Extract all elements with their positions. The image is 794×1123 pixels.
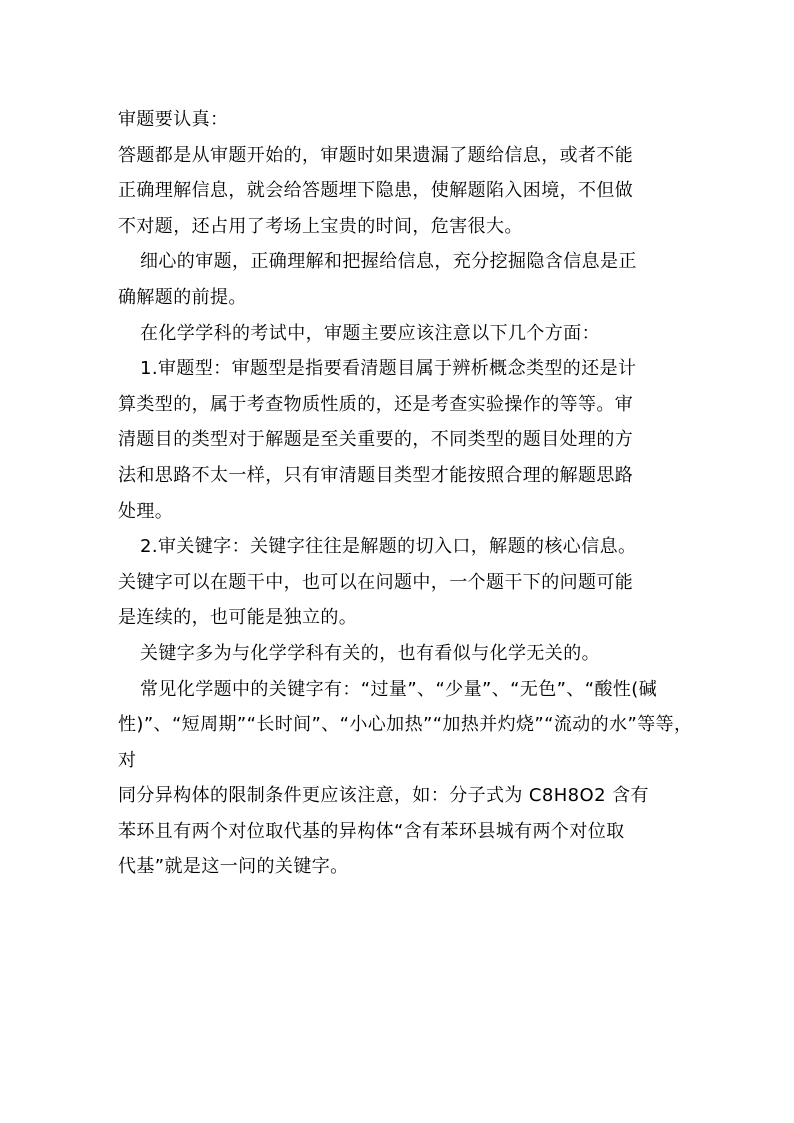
paragraph-line: 答题都是从审题开始的，审题时如果遗漏了题给信息，或者不能 [118,144,634,166]
paragraph-line: 处理。 [118,500,174,522]
paragraph-line: 关键字可以在题干中，也可以在问题中，一个题干下的问题可能 [118,571,634,593]
paragraph-line: 对 [118,749,137,771]
paragraph-line: 代基”就是这一问的关键字。 [118,856,349,878]
paragraph-line: 关键字多为与化学学科有关的，也有看似与化学无关的。 [140,642,600,664]
document-body [118,102,693,885]
paragraph-line: 1.审题型：审题型是指要看清题目属于辨析概念类型的还是计 [140,358,637,380]
paragraph-line: 正确理解信息，就会给答题埋下隐患，使解题陷入困境，不但做 [118,180,634,202]
paragraph-line: 性)”、“短周期”“长时间”、“小心加热”“加热并灼烧”“流动的水”等等， [118,714,693,736]
paragraph-line: 细心的审题，正确理解和把握给信息，充分挖掘隐含信息是正 [140,251,637,273]
paragraph-line: 清题目的类型对于解题是至关重要的，不同类型的题目处理的方 [118,429,634,451]
paragraph-line: 是连续的，也可能是独立的。 [118,607,358,629]
paragraph-line: 在化学学科的考试中，审题主要应该注意以下几个方面： [140,322,600,344]
paragraph-line: 算类型的，属于考查物质性质的，还是考查实验操作的等等。审 [118,393,634,415]
paragraph-line: 法和思路不太一样，只有审清题目类型才能按照合理的解题思路 [118,464,634,486]
paragraph-line: 不对题，还占用了考场上宝贵的时间，危害很大。 [118,215,523,237]
paragraph-line: 2.审关键字：关键字往往是解题的切入口，解题的核心信息。 [140,536,637,558]
heading-line: 审题要认真： [118,109,229,130]
paragraph-line: 常见化学题中的关键字有：“过量”、“少量”、“无色”、“酸性(碱 [140,678,658,700]
paragraph-line: 苯环且有两个对位取代基的异构体“含有苯环县城有两个对位取 [118,820,625,842]
paragraph-line: 同分异构体的限制条件更应该注意，如：分子式为 C8H8O2 含有 [118,785,649,807]
paragraph-line: 确解题的前提。 [118,286,247,308]
